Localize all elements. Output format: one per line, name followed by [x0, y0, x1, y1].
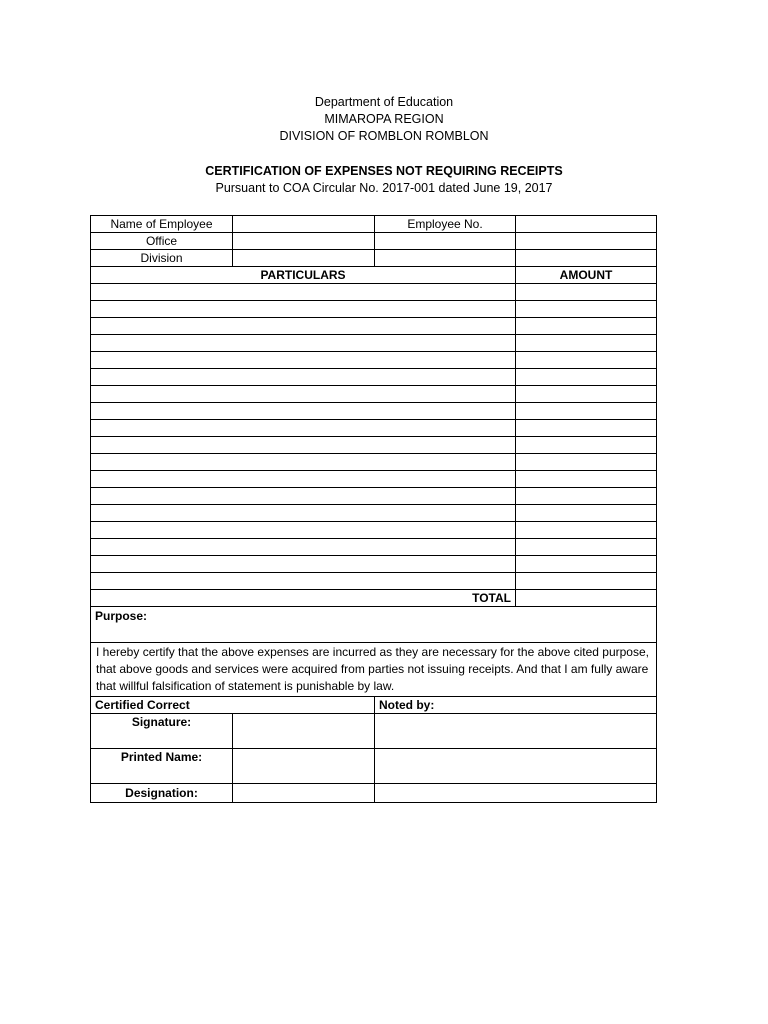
- particulars-cell[interactable]: [91, 471, 516, 488]
- particulars-row: [91, 386, 657, 403]
- certification-row: [91, 643, 657, 697]
- signature-row: [91, 714, 657, 749]
- particulars-cell[interactable]: [91, 369, 516, 386]
- particulars-cell[interactable]: [91, 556, 516, 573]
- signature-label: Signature:: [91, 714, 233, 749]
- office-field[interactable]: [233, 233, 375, 250]
- designation-row: [91, 784, 657, 803]
- employee-no-label: Employee No.: [375, 216, 516, 233]
- division-extra-cell[interactable]: [375, 250, 516, 267]
- purpose-row: [91, 607, 657, 643]
- amount-cell[interactable]: [516, 301, 657, 318]
- division-row: [91, 250, 657, 267]
- particulars-row: [91, 403, 657, 420]
- particulars-row: [91, 505, 657, 522]
- particulars-header: PARTICULARS: [91, 267, 516, 284]
- amount-cell[interactable]: [516, 488, 657, 505]
- division-field[interactable]: [233, 250, 375, 267]
- noted-by-signature-field[interactable]: [375, 714, 657, 749]
- particulars-cell[interactable]: [91, 403, 516, 420]
- document-title-block: [0, 163, 768, 197]
- particulars-row: [91, 539, 657, 556]
- amount-cell[interactable]: [516, 403, 657, 420]
- name-of-employee-field[interactable]: [233, 216, 375, 233]
- amount-cell[interactable]: [516, 335, 657, 352]
- particulars-cell[interactable]: [91, 386, 516, 403]
- certified-correct-label: Certified Correct: [91, 697, 375, 714]
- total-label: TOTAL: [91, 590, 516, 607]
- certification-statement: I hereby certify that the above expenses are incurred as they are necessary for the above cited purpose, that above goods and services were acquired from parties not issuing receipts. And that I am fully aware that willful falsification of statement is punishable by law.: [91, 643, 657, 697]
- amount-cell[interactable]: [516, 437, 657, 454]
- noted-by-printed-name-field[interactable]: [375, 749, 657, 784]
- office-row: [91, 233, 657, 250]
- amount-cell[interactable]: [516, 352, 657, 369]
- amount-cell[interactable]: [516, 573, 657, 590]
- particulars-row: [91, 335, 657, 352]
- amount-cell[interactable]: [516, 420, 657, 437]
- amount-cell[interactable]: [516, 505, 657, 522]
- particulars-row: [91, 471, 657, 488]
- particulars-cell[interactable]: [91, 420, 516, 437]
- purpose-field[interactable]: [91, 607, 657, 643]
- printed-name-row: [91, 749, 657, 784]
- particulars-cell[interactable]: [91, 522, 516, 539]
- office-extra-cell-2[interactable]: [516, 233, 657, 250]
- particulars-row: [91, 454, 657, 471]
- designation-field[interactable]: [233, 784, 375, 803]
- particulars-row: [91, 488, 657, 505]
- particulars-row: [91, 556, 657, 573]
- noted-by-label: Noted by:: [375, 697, 657, 714]
- amount-cell[interactable]: [516, 454, 657, 471]
- amount-cell[interactable]: [516, 556, 657, 573]
- amount-header: AMOUNT: [516, 267, 657, 284]
- signature-field[interactable]: [233, 714, 375, 749]
- purpose-label: Purpose:: [95, 609, 148, 623]
- particulars-row: [91, 318, 657, 335]
- name-of-employee-label: Name of Employee: [91, 216, 233, 233]
- particulars-row: [91, 352, 657, 369]
- office-extra-cell[interactable]: [375, 233, 516, 250]
- particulars-row: [91, 522, 657, 539]
- printed-name-label: Printed Name:: [91, 749, 233, 784]
- total-amount-field[interactable]: [516, 590, 657, 607]
- amount-cell[interactable]: [516, 471, 657, 488]
- particulars-row: [91, 573, 657, 590]
- printed-name-field[interactable]: [233, 749, 375, 784]
- amount-cell[interactable]: [516, 284, 657, 301]
- expense-form-table: [90, 215, 657, 803]
- amount-cell[interactable]: [516, 369, 657, 386]
- header-division: DIVISION OF ROMBLON ROMBLON: [279, 129, 489, 143]
- particulars-row: [91, 369, 657, 386]
- noted-by-designation-field[interactable]: [375, 784, 657, 803]
- particulars-cell[interactable]: [91, 301, 516, 318]
- document-subtitle: Pursuant to COA Circular No. 2017-001 dated June 19, 2017: [215, 181, 553, 195]
- particulars-header-row: [91, 267, 657, 284]
- header-department: Department of Education: [314, 95, 454, 109]
- amount-cell[interactable]: [516, 318, 657, 335]
- particulars-cell[interactable]: [91, 454, 516, 471]
- amount-cell[interactable]: [516, 522, 657, 539]
- particulars-row: [91, 301, 657, 318]
- header-region: MIMAROPA REGION: [324, 112, 444, 126]
- employee-name-row: [91, 216, 657, 233]
- total-row: [91, 590, 657, 607]
- particulars-row: [91, 420, 657, 437]
- particulars-cell[interactable]: [91, 573, 516, 590]
- particulars-row: [91, 284, 657, 301]
- particulars-cell[interactable]: [91, 352, 516, 369]
- particulars-cell[interactable]: [91, 284, 516, 301]
- particulars-cell[interactable]: [91, 318, 516, 335]
- amount-cell[interactable]: [516, 539, 657, 556]
- document-header: [0, 94, 768, 145]
- division-extra-cell-2[interactable]: [516, 250, 657, 267]
- office-label: Office: [91, 233, 233, 250]
- particulars-cell[interactable]: [91, 505, 516, 522]
- particulars-row: [91, 437, 657, 454]
- amount-cell[interactable]: [516, 386, 657, 403]
- document-title: CERTIFICATION OF EXPENSES NOT REQUIRING RECEIPTS: [205, 164, 563, 178]
- particulars-cell[interactable]: [91, 335, 516, 352]
- particulars-cell[interactable]: [91, 488, 516, 505]
- employee-no-field[interactable]: [516, 216, 657, 233]
- particulars-cell[interactable]: [91, 539, 516, 556]
- signatory-header-row: [91, 697, 657, 714]
- particulars-cell[interactable]: [91, 437, 516, 454]
- division-label: Division: [91, 250, 233, 267]
- designation-label: Designation:: [91, 784, 233, 803]
